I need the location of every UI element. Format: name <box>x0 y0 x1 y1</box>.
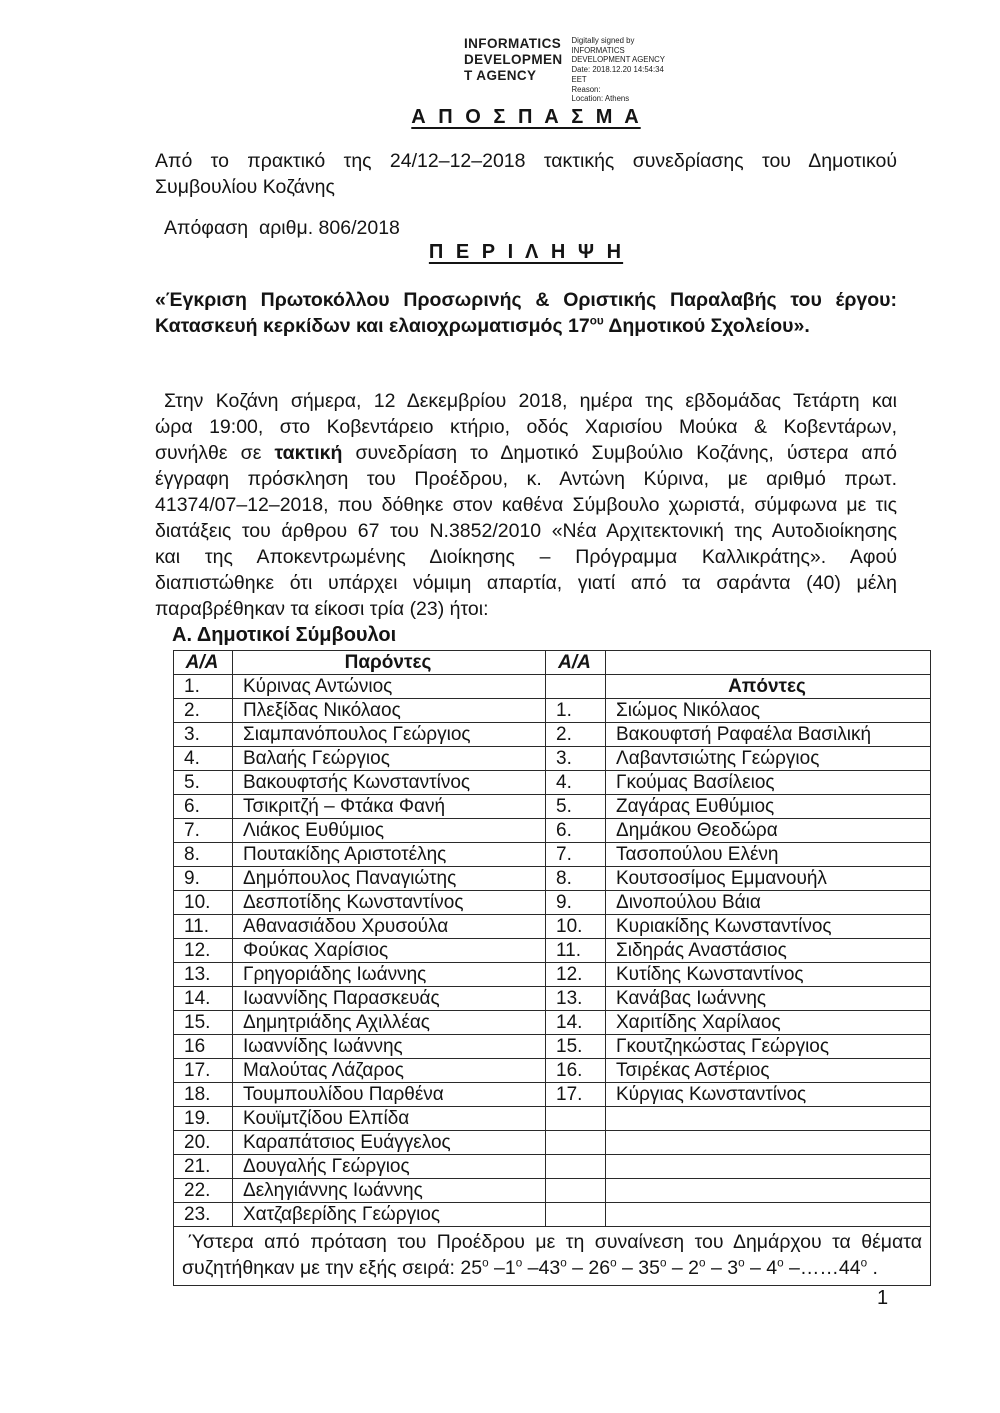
table-row <box>174 1107 931 1131</box>
table-cell <box>606 1179 931 1203</box>
table-cell <box>546 1131 606 1155</box>
table-row <box>174 963 931 987</box>
table-row <box>174 939 931 963</box>
section-heading: Α. Δημοτικοί Σύμβουλοι <box>172 624 397 646</box>
table-cell: 20. <box>174 1131 233 1155</box>
table-cell: Σιαμπανόπουλος Γεώργιος <box>233 723 546 747</box>
table-cell: Μαλούτας Λάζαρος <box>233 1059 546 1083</box>
table-row <box>174 651 931 675</box>
text-line: Ύστερα από πρόταση του Προέδρου με τη συναίνεση του Δημάρχου τα θέματα <box>188 1231 922 1253</box>
table-cell: Πλεξίδας Νικόλαος <box>233 699 546 723</box>
table-row <box>174 1035 931 1059</box>
table-row <box>174 795 931 819</box>
table-cell: 14. <box>546 1011 606 1035</box>
table-cell: 9. <box>546 891 606 915</box>
table-cell: 8. <box>546 867 606 891</box>
summary-paragraph <box>155 287 897 339</box>
table-cell: Λιάκος Ευθύμιος <box>233 819 546 843</box>
table-cell: Ιωαννίδης Ιωάννης <box>233 1035 546 1059</box>
table-row <box>174 1203 931 1227</box>
table-cell: 11. <box>546 939 606 963</box>
table-cell: 22. <box>174 1179 233 1203</box>
table-row <box>174 1059 931 1083</box>
table-cell: Τσικριτζή – Φτάκα Φανή <box>233 795 546 819</box>
table-cell <box>606 1131 931 1155</box>
table-cell: 21. <box>174 1155 233 1179</box>
table-cell: 6. <box>174 795 233 819</box>
signature-agency-line: T AGENCY <box>464 68 537 84</box>
table-cell: 5. <box>546 795 606 819</box>
table-cell: Α/Α <box>546 651 606 675</box>
table-cell: Δημόπουλος Παναγιώτης <box>233 867 546 891</box>
body-paragraph <box>155 388 897 622</box>
table-cell <box>606 1107 931 1131</box>
signature-agency-line: DEVELOPMEN <box>464 52 563 68</box>
table-cell: 17. <box>546 1083 606 1107</box>
text-line: Στην Κοζάνη σήμερα, 12 Δεκεμβρίου 2018, ημέρα της εβδομάδας Τετάρτη και <box>164 390 897 412</box>
table-cell: 16 <box>174 1035 233 1059</box>
table-cell <box>546 675 606 699</box>
signature-agency-name <box>464 36 563 104</box>
table-cell: 14. <box>174 987 233 1011</box>
table-cell: Τουμπουλίδου Παρθένα <box>233 1083 546 1107</box>
table-cell: Γρηγοριάδης Ιωάννης <box>233 963 546 987</box>
table-cell: Σιώμος Νικόλαος <box>606 699 931 723</box>
table-cell <box>606 1155 931 1179</box>
table-cell: 8. <box>174 843 233 867</box>
table-cell: 13. <box>546 987 606 1011</box>
table-cell <box>546 1155 606 1179</box>
text-line: Κατασκευή κερκίδων και ελαιοχρωματισμός $17^{o\upsilon}$ Δημοτικού Σχολείου». <box>155 314 810 337</box>
text-line: Από το πρακτικό της 24/12–12–2018 τακτικής συνεδρίασης του Δημοτικού <box>155 150 897 172</box>
table-cell: 4. <box>546 771 606 795</box>
decision-number: Απόφαση αριθμ. 806/2018 <box>164 217 400 239</box>
table-cell: 10. <box>546 915 606 939</box>
table-cell <box>546 1107 606 1131</box>
table-cell: 7. <box>174 819 233 843</box>
table-row <box>174 867 931 891</box>
table-cell: Παρόντες <box>233 651 546 675</box>
signature-detail-line: Reason: <box>571 84 601 94</box>
table-cell: Αθανασιάδου Χρυσούλα <box>233 915 546 939</box>
table-cell: Χατζαβερίδης Γεώργιος <box>233 1203 546 1227</box>
signature-agency-line: INFORMATICS <box>464 36 562 51</box>
intro-paragraph <box>155 148 897 200</box>
table-row <box>174 891 931 915</box>
signature-detail-line: EET <box>571 74 587 84</box>
table-cell: Κυτίδης Κωνσταντίνος <box>606 963 931 987</box>
table-cell: Δημάκου Θεοδώρα <box>606 819 931 843</box>
table-row <box>174 1083 931 1107</box>
table-cell: 18. <box>174 1083 233 1107</box>
table-cell: 23. <box>174 1203 233 1227</box>
table-cell: 15. <box>174 1011 233 1035</box>
signature-detail-line: Location: Athens <box>571 94 630 104</box>
table-cell: Βακουφτσής Κωνσταντίνος <box>233 771 546 795</box>
table-cell: 9. <box>174 867 233 891</box>
table-row <box>174 747 931 771</box>
table-row <box>174 675 931 699</box>
text-line: συνήλθε σε τακτική συνεδρίαση το Δημοτικό Συμβούλιο Κοζάνης, ύστερα από <box>155 442 897 464</box>
table-cell: Κύρινας Αντώνιος <box>233 675 546 699</box>
text-line: «Έγκριση Πρωτοκόλλου Προσωρινής & Οριστικής Παραλαβής του έργου: <box>155 289 897 311</box>
table-cell: 5. <box>174 771 233 795</box>
table-row <box>174 1131 931 1155</box>
table-row <box>174 1011 931 1035</box>
signature-details <box>572 36 665 104</box>
table-cell <box>546 1179 606 1203</box>
table-cell: Βαλαής Γεώργιος <box>233 747 546 771</box>
table-row <box>174 819 931 843</box>
table-cell: Δεληγιάννης Ιωάννης <box>233 1179 546 1203</box>
table-cell: 15. <box>546 1035 606 1059</box>
table-cell: Κυριακίδης Κωνσταντίνος <box>606 915 931 939</box>
table-cell: Ιωαννίδης Παρασκευάς <box>233 987 546 1011</box>
signature-detail-line: DEVELOPMENT AGENCY <box>571 55 665 65</box>
table-cell: Κύργιας Κωνσταντίνος <box>606 1083 931 1107</box>
council-members-table <box>173 650 931 1286</box>
text-line: ώρα 19:00, στο Κοβεντάρειο κτήριο, οδός Χαρισίου Μούκα & Κοβεντάρων, <box>155 416 897 438</box>
table-cell: Φούκας Χαρίσιος <box>233 939 546 963</box>
table-row <box>174 1179 931 1203</box>
agenda-order-note <box>174 1227 931 1286</box>
table-cell: 1. <box>174 675 233 699</box>
summary-title: Π Ε Ρ Ι Λ Η Ψ Η <box>428 241 624 263</box>
table-cell: 7. <box>546 843 606 867</box>
table-cell: Καραπάτσιος Ευάγγελος <box>233 1131 546 1155</box>
table-cell <box>546 1203 606 1227</box>
table-cell: 1. <box>546 699 606 723</box>
table-cell: Απόντες <box>606 675 931 699</box>
table-cell: Δεσποτίδης Κωνσταντίνος <box>233 891 546 915</box>
table-cell: 12. <box>546 963 606 987</box>
table-cell: Δημητριάδης Αχιλλέας <box>233 1011 546 1035</box>
table-row <box>174 723 931 747</box>
table-cell: 10. <box>174 891 233 915</box>
table-cell: 17. <box>174 1059 233 1083</box>
table-row <box>174 843 931 867</box>
table-cell: Βακουφτσή Ραφαέλα Βασιλική <box>606 723 931 747</box>
table-cell: 3. <box>546 747 606 771</box>
table-cell: Α/Α <box>174 651 233 675</box>
text-line: έγγραφη πρόσκληση του Προέδρου, κ. Αντώνη Κύρινα, με αριθμό πρωτ. <box>155 468 897 490</box>
table-cell <box>606 651 931 675</box>
table-cell: 13. <box>174 963 233 987</box>
table-cell: Πουτακίδης Αριστοτέλης <box>233 843 546 867</box>
table-cell: Κουτσοσίμος Εμμανουήλ <box>606 867 931 891</box>
table-row <box>174 771 931 795</box>
table-cell: Δινοπούλου Βάια <box>606 891 931 915</box>
table-cell <box>606 1203 931 1227</box>
table-cell: 11. <box>174 915 233 939</box>
table-row <box>174 987 931 1011</box>
text-line: διατάξεις του άρθρου 67 του Ν.3852/2010 «Νέα Αρχιτεκτονική της Αυτοδιοίκησης <box>155 520 897 542</box>
table-cell: Σιδηράς Αναστάσιος <box>606 939 931 963</box>
table-row <box>174 915 931 939</box>
table-cell: Κουϊμτζίδου Ελπίδα <box>233 1107 546 1131</box>
table-cell: 16. <box>546 1059 606 1083</box>
table-cell: Ζαγάρας Ευθύμιος <box>606 795 931 819</box>
text-line: παραβρέθηκαν τα είκοσι τρία (23) ήτοι: <box>155 598 489 620</box>
table-cell: 2. <box>174 699 233 723</box>
council-table-footer <box>174 1227 931 1286</box>
table-cell: Γκουτζηκώστας Γεώργιος <box>606 1035 931 1059</box>
table-cell: 6. <box>546 819 606 843</box>
table-row <box>174 699 931 723</box>
table-cell: 12. <box>174 939 233 963</box>
table-cell: Χαριτίδης Χαρίλαος <box>606 1011 931 1035</box>
table-cell: 4. <box>174 747 233 771</box>
table-cell: 2. <box>546 723 606 747</box>
table-cell: Τσιρέκας Αστέριος <box>606 1059 931 1083</box>
table-cell: Τασοπούλου Ελένη <box>606 843 931 867</box>
signature-detail-line: INFORMATICS <box>571 45 625 55</box>
council-table-body <box>174 651 931 1227</box>
document-title: Α Π Ο Σ Π Α Σ Μ Α <box>411 106 641 128</box>
table-cell: Κανάβας Ιωάννης <box>606 987 931 1011</box>
digital-signature-stamp <box>464 36 665 104</box>
page-number: 1 <box>877 1287 889 1309</box>
agenda-order-row <box>174 1227 931 1286</box>
text-line: Συμβουλίου Κοζάνης <box>155 176 335 198</box>
table-cell: Δουγαλής Γεώργιος <box>233 1155 546 1179</box>
text-line: συζητήθηκαν με την εξής σειρά: $25^o$ $-1^o$ $-43^o - 26^o - 35^o - 2^o - 3^o - 4^o$ $-\dots\dots 44^o$ . <box>182 1256 878 1279</box>
table-cell: Λαβαντσιώτης Γεώργιος <box>606 747 931 771</box>
signature-detail-line: Date: 2018.12.20 14:54:34 <box>571 65 664 75</box>
table-row <box>174 1155 931 1179</box>
table-cell: Γκούμας Βασίλειος <box>606 771 931 795</box>
text-line: και της Αποκεντρωμένης Διοίκησης – Πρόγραμμα Καλλικράτης». Αφού <box>155 546 897 568</box>
table-cell: 3. <box>174 723 233 747</box>
text-line: 41374/07–12–2018, που δόθηκε στον καθένα Σύμβουλο χωριστά, σύμφωνα με τις <box>155 494 897 516</box>
signature-detail-line: Digitally signed by <box>571 36 635 45</box>
table-cell: 19. <box>174 1107 233 1131</box>
text-line: διαπιστώθηκε ότι υπάρχει νόμιμη απαρτία, γιατί από τα σαράντα (40) μέλη <box>155 572 897 594</box>
